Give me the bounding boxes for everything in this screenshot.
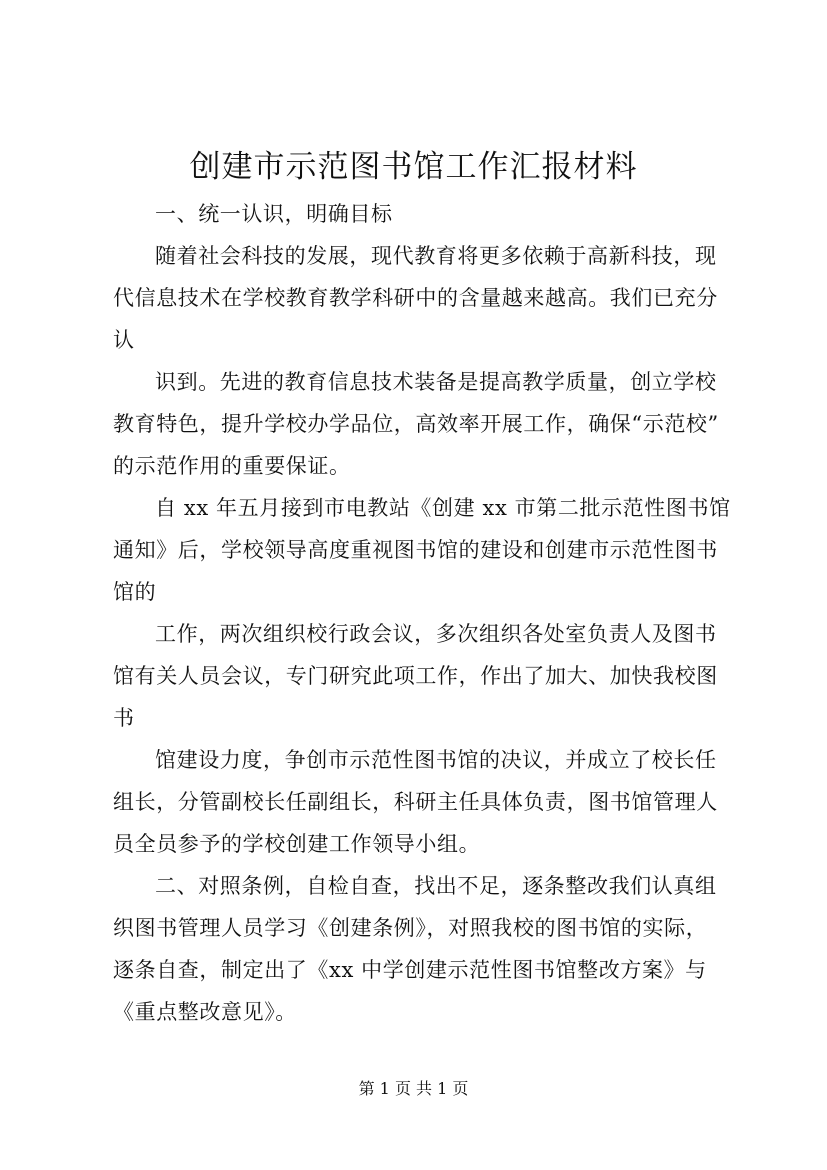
section-heading-2-line: 二、对照条例，自检自查，找出不足，逐条整改我们认真组 bbox=[155, 874, 717, 898]
paragraph-line: 组长，分管副校长任副组长，科研主任具体负责，图书馆管理人 bbox=[113, 790, 718, 814]
paragraph-line: 逐条自查，制定出了《xx 中学创建示范性图书馆整改方案》与 bbox=[113, 958, 707, 982]
paragraph-line: 书 bbox=[113, 706, 135, 730]
paragraph-line: 织图书管理人员学习《创建条例》，对照我校的图书馆的实际， bbox=[113, 916, 708, 940]
paragraph-line: 馆建设力度，争创市示范性图书馆的决议，并成立了校长任 bbox=[155, 748, 717, 772]
paragraph-line: 代信息技术在学校教育教学科研中的含量越来越高。我们已充分 bbox=[113, 286, 718, 310]
paragraph-line: 识到。先进的教育信息技术装备是提高教学质量，创立学校 bbox=[155, 370, 717, 394]
paragraph-line: 员全员参予的学校创建工作领导小组。 bbox=[113, 832, 481, 856]
document-title: 创建市示范图书馆工作汇报材料 bbox=[189, 149, 638, 185]
section-heading-1: 一、统一认识，明确目标 bbox=[155, 202, 393, 226]
paragraph-line: 的示范作用的重要保证。 bbox=[113, 454, 351, 478]
paragraph-line: 工作，两次组织校行政会议，多次组织各处室负责人及图书 bbox=[155, 622, 717, 646]
paragraph-line: 通知》后，学校领导高度重视图书馆的建设和创建市示范性图书 bbox=[113, 538, 718, 562]
paragraph-line: 认 bbox=[113, 328, 135, 352]
page-footer: 第 1 页 共 1 页 bbox=[358, 1079, 469, 1098]
paragraph-line: 教育特色，提升学校办学品位，高效率开展工作，确保“示范校” bbox=[113, 412, 719, 436]
paragraph-line: 馆的 bbox=[113, 580, 157, 604]
paragraph-line: 自 xx 年五月接到市电教站《创建 xx 市第二批示范性图书馆 bbox=[155, 496, 731, 520]
paragraph-line: 随着社会科技的发展，现代教育将更多依赖于高新科技，现 bbox=[155, 244, 717, 268]
paragraph-line: 馆有关人员会议，专门研究此项工作，作出了加大、加快我校图 bbox=[113, 664, 718, 688]
paragraph-line: 《重点整改意见》。 bbox=[113, 1000, 297, 1024]
